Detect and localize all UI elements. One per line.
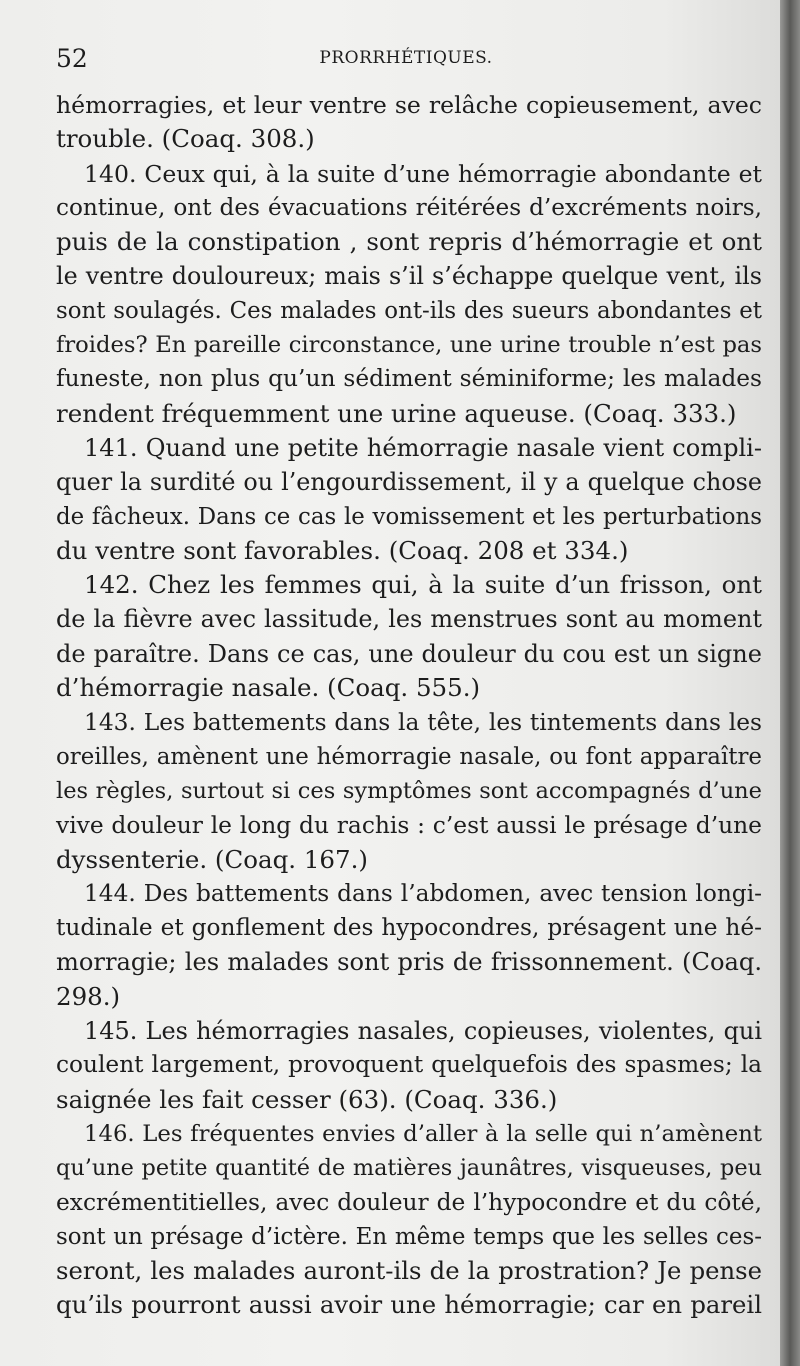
text-line: qu’une petite quantité de matières jaunâtres, visqueuses, peu: [56, 1155, 762, 1182]
paragraph-143-line: 143. Les battements dans la tête, les tintements dans les: [84, 708, 762, 737]
text-line: puis de la constipation , sont repris d’hémorragie et ont: [56, 227, 762, 257]
text-line: dyssenterie. (Coaq. 167.): [56, 844, 368, 874]
text-line: de paraître. Dans ce cas, une douleur du cou est un signe: [56, 639, 762, 668]
text-line: trouble. (Coaq. 308.): [56, 124, 315, 154]
running-title: PRORRHÉTIQUES.: [319, 48, 493, 68]
text-line: hémorragies, et leur ventre se relâche copieusement, avec: [56, 91, 762, 119]
text-line: vive douleur le long du rachis : c’est aussi le présage d’une: [56, 811, 762, 840]
paragraph-146-line: 146. Les fréquentes envies d’aller à la selle qui n’amènent: [84, 1120, 762, 1147]
text-line: quer la surdité ou l’engourdissement, il y a quelque chose: [56, 468, 762, 497]
text-line: coulent largement, provoquent quelquefois des spasmes; la: [56, 1051, 762, 1079]
paragraph-145-line: 145. Les hémorragies nasales, copieuses, violentes, qui: [84, 1017, 762, 1046]
text-line: du ventre sont favorables. (Coaq. 208 et 334.): [56, 535, 629, 565]
text-line: d’hémorragie nasale. (Coaq. 555.): [56, 673, 481, 703]
page-header: [56, 44, 756, 80]
text-line: de la fièvre avec lassitude, les menstrues sont au moment: [56, 605, 762, 634]
text-line: continue, ont des évacuations réitérées d’excréments noirs,: [56, 194, 762, 221]
text-line: les règles, surtout si ces symptômes sont accompagnés d’une: [56, 777, 762, 804]
page-number: 52: [56, 44, 88, 73]
text-line: froides? En pareille circonstance, une urine trouble n’est pas: [56, 332, 762, 359]
text-line: tudinale et gonflement des hypocondres, présagent une hé-: [56, 914, 762, 942]
paragraph-140-line: 140. Ceux qui, à la suite d’une hémorragie abondante et: [84, 159, 762, 188]
text-line: sont soulagés. Ces malades ont-ils des sueurs abondantes et: [56, 297, 762, 324]
book-edge: [780, 0, 800, 1366]
text-line: le ventre douloureux; mais s’il s’échappe quelque vent, ils: [56, 262, 762, 291]
text-line: sont un présage d’ictère. En même temps que les selles ces-: [56, 1223, 762, 1250]
text-line: morragie; les malades sont pris de frissonnement. (Coaq.: [56, 948, 762, 977]
paragraph-141-line: 141. Quand une petite hémorragie nasale vient compli-: [84, 433, 762, 462]
text-line: de fâcheux. Dans ce cas le vomissement et les perturbations: [56, 503, 762, 530]
text-line: rendent fréquemment une urine aqueuse. (Coaq. 333.): [56, 398, 737, 428]
text-line: funeste, non plus qu’un sédiment séminiforme; les malades: [56, 365, 762, 393]
body-text: [56, 88, 762, 1323]
paragraph-142-line: 142. Chez les femmes qui, à la suite d’un frisson, ont: [84, 570, 762, 600]
text-line: oreilles, amènent une hémorragie nasale, ou font apparaître: [56, 743, 762, 770]
text-line: seront, les malades auront-ils de la prostration? Je pense: [56, 1256, 762, 1286]
text-line: qu’ils pourront aussi avoir une hémorragie; car en pareil: [56, 1290, 762, 1320]
text-line: excrémentitielles, avec douleur de l’hypocondre et du côté,: [56, 1188, 762, 1216]
text-line: 298.): [56, 981, 121, 1011]
paragraph-144-line: 144. Des battements dans l’abdomen, avec tension longi-: [84, 879, 762, 907]
text-line: saignée les fait cesser (63). (Coaq. 336.): [56, 1084, 558, 1114]
